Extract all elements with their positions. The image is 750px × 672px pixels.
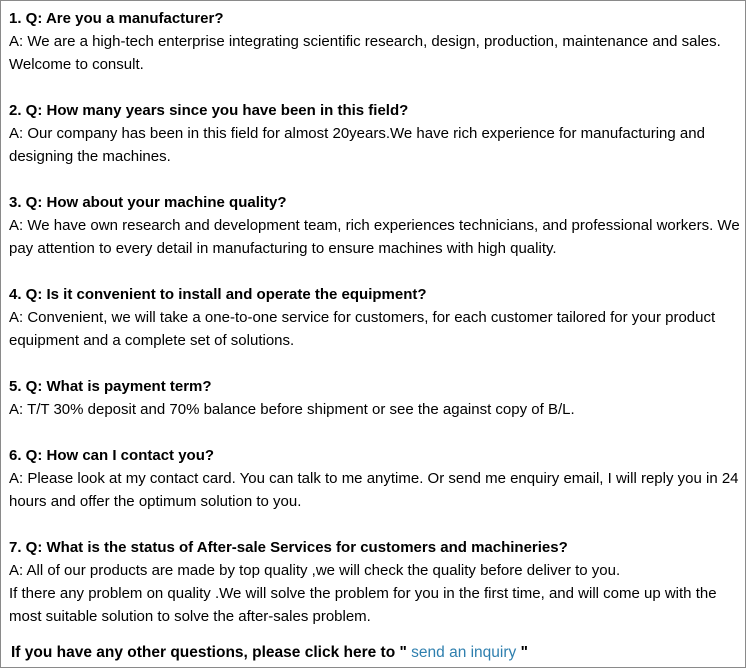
inquiry-callout xyxy=(11,641,528,664)
faq-answer: A: T/T 30% deposit and 70% balance before shipment or see the against copy of B/L. xyxy=(9,401,575,418)
faq-answer: A: Our company has been in this field for almost 20years.We have rich experience for manufacturing and designing the machines. xyxy=(9,125,705,165)
faq-question: 5. Q: What is payment term? xyxy=(9,378,212,395)
faq-item-2 xyxy=(9,99,745,168)
faq-item-4 xyxy=(9,283,745,352)
faq-answer: A: Convenient, we will take a one-to-one service for customers, for each customer tailored for your product equipment and a complete set of solutions. xyxy=(9,309,716,349)
faq-list xyxy=(9,7,745,651)
faq-question: 2. Q: How many years since you have been in this field? xyxy=(9,102,409,119)
faq-question: 7. Q: What is the status of After-sale Services for customers and machineries? xyxy=(9,539,568,556)
faq-question: 3. Q: How about your machine quality? xyxy=(9,194,287,211)
faq-question: 1. Q: Are you a manufacturer? xyxy=(9,10,224,27)
faq-item-1 xyxy=(9,7,745,76)
faq-question: 4. Q: Is it convenient to install and operate the equipment? xyxy=(9,286,427,303)
faq-answer: A: We have own research and development team, rich experiences technicians, and professional workers. We pay attention to every detail in manufacturing to ensure machines with high quality. xyxy=(9,217,740,257)
faq-item-7 xyxy=(9,536,745,628)
faq-answer: A: Please look at my contact card. You can talk to me anytime. Or send me enquiry email, I will reply you in 24 hours and offer the optimum solution to you. xyxy=(9,470,739,510)
faq-item-6 xyxy=(9,444,745,513)
faq-question: 6. Q: How can I contact you? xyxy=(9,447,215,464)
faq-answer: A: We are a high-tech enterprise integrating scientific research, design, production, maintenance and sales. Welcome to consult. xyxy=(9,33,721,73)
faq-answer-continued: If there any problem on quality .We will solve the problem for you in the first time, and will come up with the most suitable solution to solve the after-sales problem. xyxy=(9,585,717,625)
inquiry-suffix: " xyxy=(520,644,528,661)
faq-item-5 xyxy=(9,375,745,421)
send-inquiry-link[interactable]: send an inquiry xyxy=(406,644,521,661)
inquiry-prefix: If you have any other questions, please click here to " xyxy=(11,644,407,661)
faq-item-3 xyxy=(9,191,745,260)
faq-answer: A: All of our products are made by top quality ,we will check the quality before deliver to you. xyxy=(9,562,621,579)
